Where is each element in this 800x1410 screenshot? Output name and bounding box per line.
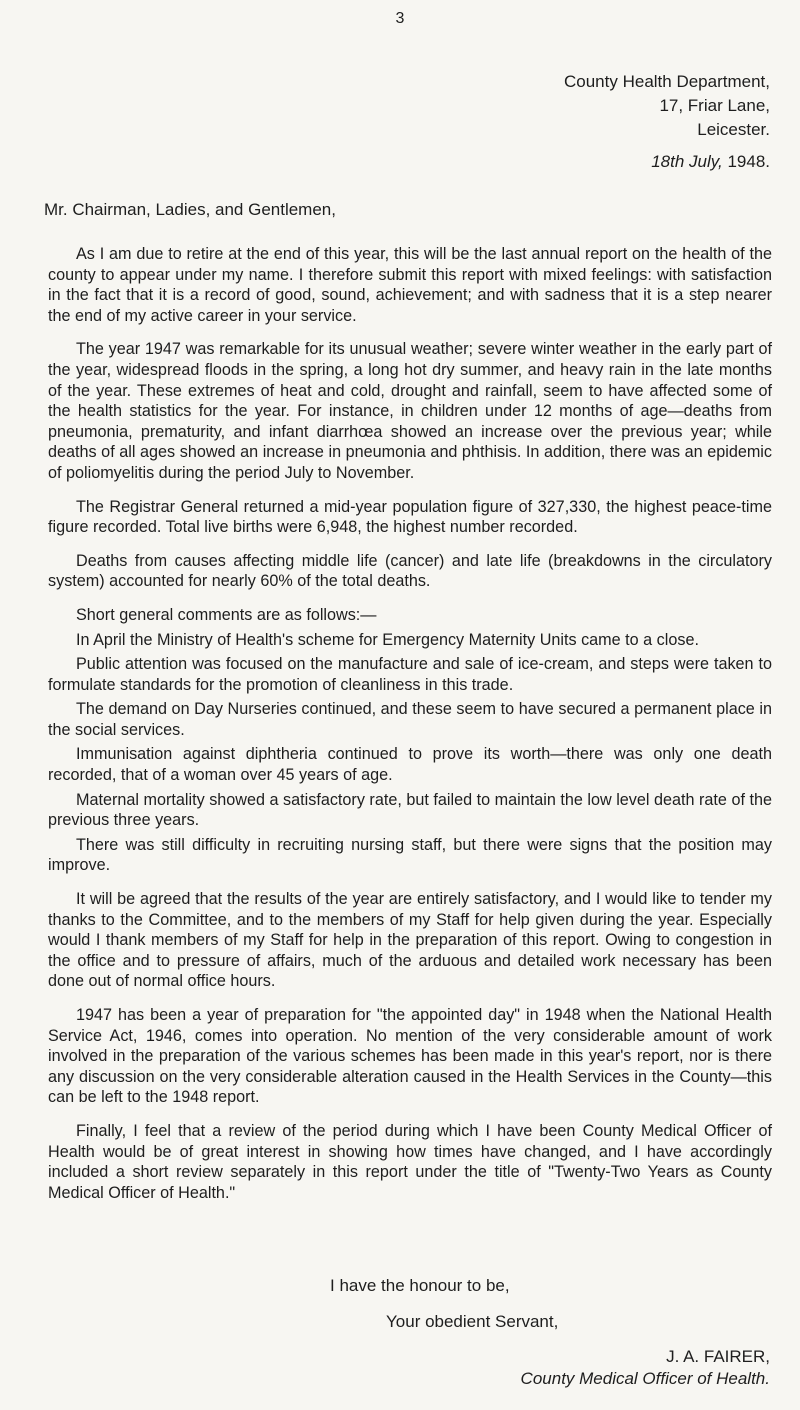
letter-date bbox=[500, 152, 770, 172]
paragraph: Deaths from causes affecting middle life (cancer) and late life (breakdowns in the circulatory system) accounted for nearly 60% of the total deaths. bbox=[48, 551, 772, 591]
paragraph: As I am due to retire at the end of this year, this will be the last annual report on the health of the county to appear under my name. I therefore submit this report with mixed feelings: with satisfaction in the fact that it is a record of good, sound, achievement; and with sadness that it is a step nearer the end of my active career in your service. bbox=[48, 245, 772, 325]
salutation: Mr. Chairman, Ladies, and Gentlemen, bbox=[44, 200, 336, 219]
paragraph: Immunisation against diphtheria continued to prove its worth—there was only one death recorded, that of a woman over 45 years of age. bbox=[48, 745, 772, 785]
address-line-3: Leicester. bbox=[697, 120, 770, 139]
closing-servant: Your obedient Servant, bbox=[386, 1312, 559, 1331]
date-day: 18th July, bbox=[651, 152, 723, 171]
letter-body bbox=[48, 244, 772, 1216]
closing-honour: I have the honour to be, bbox=[330, 1276, 510, 1295]
page-number: 3 bbox=[395, 10, 405, 27]
paragraph: In April the Ministry of Health's scheme for Emergency Maternity Units came to a close. bbox=[76, 630, 699, 649]
signer-name: J. A. FAIRER, bbox=[666, 1347, 770, 1366]
paragraph: Maternal mortality showed a satisfactory rate, but failed to maintain the low level death rate of the previous three years. bbox=[48, 790, 772, 830]
signer-title: County Medical Officer of Health. bbox=[520, 1369, 770, 1388]
paragraph: Short general comments are as follows:— bbox=[76, 605, 377, 624]
paragraph: Finally, I feel that a review of the period during which I have been County Medical Officer of Health would be of great interest in showing how times have changed, and I have accordingly included a short review separately in this report under the title of "Twenty-Two Years as County Medical Officer of Health." bbox=[48, 1121, 772, 1202]
paragraph: 1947 has been a year of preparation for "the appointed day" in 1948 when the National Health Service Act, 1946, comes into operation. No mention of the very considerable amount of work involved in the preparation of the various schemes has been made in this year's report, nor is there any discussion on the very considerable alteration caused in the Health Services in the County—this can be left to the 1948 report. bbox=[48, 1006, 772, 1107]
address-line-1: County Health Department, bbox=[564, 72, 770, 91]
paragraph: The Registrar General returned a mid-year population figure of 327,330, the highest peace-time figure recorded. Total live births were 6,948, the highest number recorded. bbox=[48, 497, 772, 537]
address-line-2: 17, Friar Lane, bbox=[659, 96, 770, 115]
paragraph: There was still difficulty in recruiting nursing staff, but there were signs that the position may improve. bbox=[48, 835, 772, 875]
sender-address bbox=[500, 70, 770, 142]
signature-block bbox=[500, 1346, 770, 1390]
paragraph: It will be agreed that the results of the year are entirely satisfactory, and I would like to tender my thanks to the Committee, and to the members of my Staff for help given during the year. Especially would I thank members of my Staff for help in the preparation of this report. Owing to congestion in the office and to pressure of affairs, much of the arduous and detailed work necessary has been done out of normal office hours. bbox=[48, 890, 772, 991]
paragraph: The demand on Day Nurseries continued, and these seem to have secured a permanent place in the social services. bbox=[48, 700, 772, 739]
date-year: 1948. bbox=[722, 152, 770, 171]
paragraph: The year 1947 was remarkable for its unusual weather; severe winter weather in the early part of the year, widespread floods in the spring, a long hot dry summer, and heavy rain in the late months of the year. These extremes of heat and cold, drought and rainfall, seem to have affected some of the health statistics for the year. For instance, in children under 12 months of age—deaths from pneumonia, prematurity, and infant diarrhœa showed an increase over the previous year; while deaths of all ages showed an increase in pneumonia and phthisis. In addition, there was an epidemic of poliomyelitis during the period July to November. bbox=[48, 340, 772, 482]
paragraph: Public attention was focused on the manufacture and sale of ice-cream, and steps were taken to formulate standards for the promotion of cleanliness in this trade. bbox=[48, 655, 772, 694]
